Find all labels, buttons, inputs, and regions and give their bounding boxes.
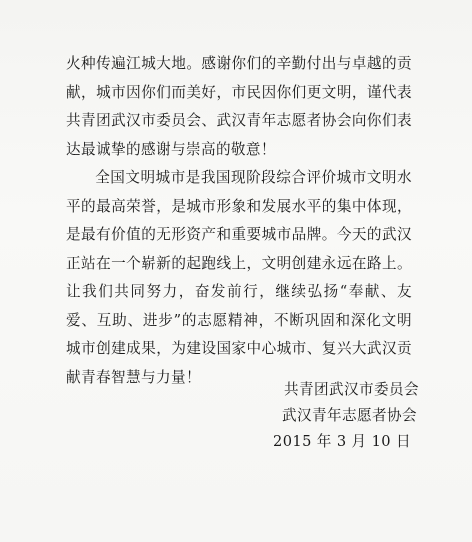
letter-paragraph-1: 火种传遍江城大地。感谢你们的辛勤付出与卓越的贡献，城市因你们而美好，市民因你们更文明，谨代表共青团武汉市委员会、武汉青年志愿者协会向你们表达最诚挚的感谢与崇高的敬意！ (66, 55, 412, 158)
signature-organization-volunteer-association: 武汉青年志愿者协会 (282, 407, 417, 424)
signature-date: 2015 年 3 月 10 日 (273, 433, 411, 450)
letter-body (66, 50, 412, 392)
letter-paragraph-2: 全国文明城市是我国现阶段综合评价城市文明水平的最高荣誉，是城市形象和发展水平的集中体现，是最有价值的无形资产和重要城市品牌。今天的武汉正站在一个崭新的起跑线上，文明创建永远在路上。让我们共同努力，奋发前行，继续弘扬“奉献、友爱、互助、进步”的志愿精神，不断巩固和深化文明城市创建成果，为建设国家中心城市、复兴大武汉贡献青春智慧与力量！ (66, 169, 412, 386)
signature-organization-youth-league: 共青团武汉市委员会 (284, 381, 419, 398)
